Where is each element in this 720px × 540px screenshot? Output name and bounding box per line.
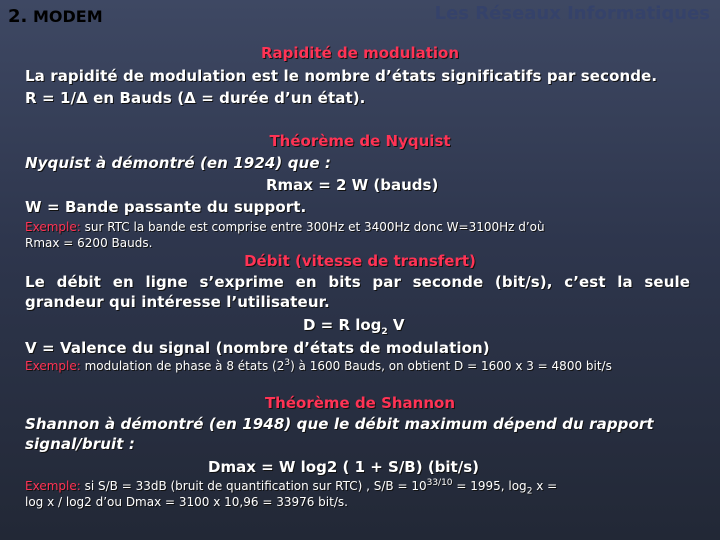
shannon-formula: Dmax = W log2 ( 1 + S/B) (bit/s) bbox=[208, 458, 479, 476]
example-text: sur RTC la bande est comprise entre 300Hz et 3400Hz donc W=3100Hz d’où bbox=[84, 220, 545, 234]
debit-formula-left: D = R log bbox=[303, 316, 382, 334]
debit-formula-sub: 2 bbox=[381, 327, 388, 337]
nyquist-statement: Nyquist à démontré (en 1924) que : bbox=[25, 154, 332, 172]
example-mid: = 1995, log bbox=[452, 479, 527, 493]
example-pre: modulation de phase à 8 états (2 bbox=[84, 359, 285, 373]
debit-example bbox=[25, 358, 695, 374]
modulation-definition: La rapidité de modulation est le nombre d’états significatifs par seconde. bbox=[25, 67, 658, 85]
example-post: ) à 1600 Bauds, on obtient D = 1600 x 3 = 4800 bit/s bbox=[290, 359, 612, 373]
debit-paragraph: Le débit en ligne s’exprime en bits par seconde (bit/s), c’est la seule grandeur qui intéresse l’utilisateur. bbox=[25, 273, 690, 311]
debit-formula bbox=[303, 316, 405, 337]
slide-header bbox=[0, 0, 720, 34]
example-exp: 3 bbox=[284, 358, 291, 368]
shannon-example bbox=[25, 478, 695, 510]
modulation-formula: R = 1/Δ en Bauds (Δ = durée d’un état). bbox=[25, 89, 366, 107]
section-title bbox=[8, 6, 103, 27]
debit-formula-right: V bbox=[387, 316, 405, 334]
example-label: Exemple: bbox=[25, 220, 81, 234]
debit-valence: V = Valence du signal (nombre d’états de modulation) bbox=[25, 339, 490, 357]
example-text-cont: Rmax = 6200 Bauds. bbox=[25, 236, 153, 250]
shannon-paragraph: Shannon à démontré (en 1948) que le débit maximum dépend du rapport signal/bruit : bbox=[25, 415, 654, 453]
example-pre: si S/B = 33dB (bruit de quantification sur RTC) , S/B = 10 bbox=[84, 479, 427, 493]
section-number: 2. bbox=[8, 6, 28, 27]
nyquist-bandwidth: W = Bande passante du support. bbox=[25, 198, 307, 216]
modulation-heading: Rapidité de modulation bbox=[260, 44, 460, 62]
example-exp: 33/10 bbox=[426, 478, 453, 488]
shannon-heading: Théorème de Shannon bbox=[264, 394, 456, 412]
example-mid2: x = bbox=[532, 479, 558, 493]
debit-heading: Débit (vitesse de transfert) bbox=[244, 252, 476, 270]
nyquist-heading: Théorème de Nyquist bbox=[269, 132, 451, 150]
example-label: Exemple: bbox=[25, 359, 81, 373]
example-label: Exemple: bbox=[25, 479, 81, 493]
nyquist-example bbox=[25, 219, 695, 251]
section-title-text: MODEM bbox=[32, 7, 103, 26]
example-sub: 2 bbox=[526, 486, 533, 497]
presentation-title: Les Réseaux Informatiques bbox=[434, 3, 710, 24]
example-line2: log x / log2 d’ou Dmax = 3100 x 10,96 = 33976 bit/s. bbox=[25, 495, 348, 509]
nyquist-formula: Rmax = 2 W (bauds) bbox=[266, 176, 439, 194]
